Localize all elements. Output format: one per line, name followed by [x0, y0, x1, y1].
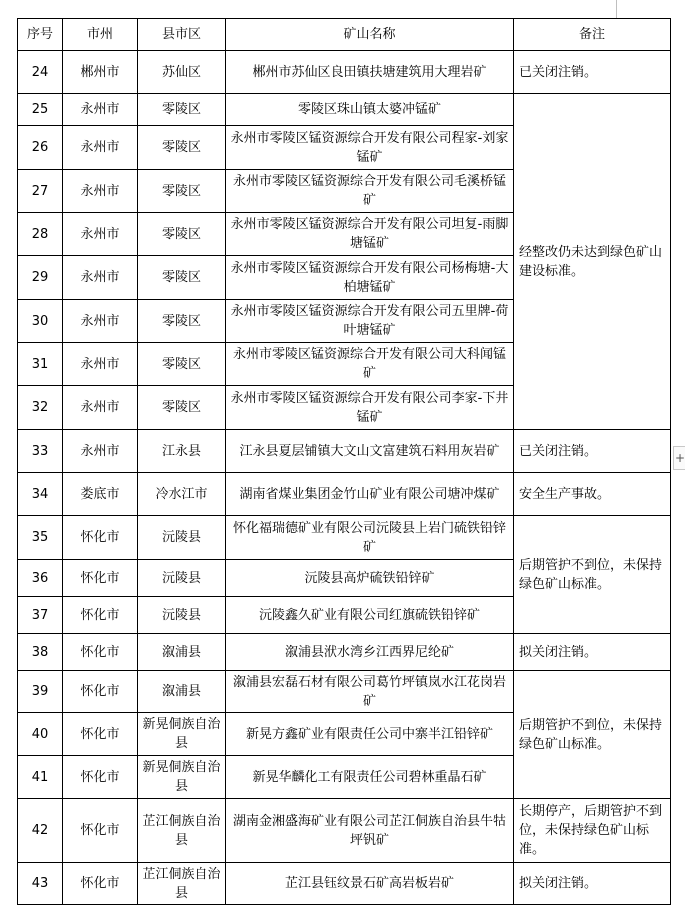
table-row [18, 94, 671, 126]
cell-county: 江永县 [138, 430, 226, 473]
cell-city: 怀化市 [63, 516, 138, 560]
cell-city: 永州市 [63, 430, 138, 473]
table-row [18, 799, 671, 863]
cell-no: 38 [18, 634, 63, 671]
header-mine-name: 矿山名称 [226, 19, 514, 51]
cell-city: 郴州市 [63, 51, 138, 94]
cell-mine-name: 湖南省煤业集团金竹山矿业有限公司塘冲煤矿 [226, 473, 514, 516]
cell-no: 27 [18, 170, 63, 213]
table-header-row [18, 19, 671, 51]
cell-mine-name: 江永县夏层铺镇大文山文富建筑石料用灰岩矿 [226, 430, 514, 473]
cell-no: 43 [18, 863, 63, 905]
cell-no: 42 [18, 799, 63, 863]
cell-mine-name: 永州市零陵区锰资源综合开发有限公司李家-下井锰矿 [226, 386, 514, 430]
cell-note: 已关闭注销。 [514, 51, 671, 94]
cell-county: 零陵区 [138, 126, 226, 170]
cell-county: 芷江侗族自治县 [138, 863, 226, 905]
cell-mine-name: 溆浦县洑水湾乡江西界尼纶矿 [226, 634, 514, 671]
table-row [18, 634, 671, 671]
page-top-margin [0, 0, 685, 18]
cell-city: 怀化市 [63, 671, 138, 713]
cell-county: 零陵区 [138, 94, 226, 126]
cell-no: 37 [18, 597, 63, 634]
cell-county: 新晃侗族自治县 [138, 713, 226, 756]
table-row [18, 671, 671, 713]
cell-no: 40 [18, 713, 63, 756]
cell-city: 怀化市 [63, 713, 138, 756]
cell-no: 33 [18, 430, 63, 473]
cell-mine-name: 芷江县钰纹景石矿高岩板岩矿 [226, 863, 514, 905]
cell-county: 零陵区 [138, 213, 226, 256]
table-row [18, 430, 671, 473]
cell-county: 零陵区 [138, 386, 226, 430]
cell-county: 零陵区 [138, 256, 226, 300]
cell-city: 永州市 [63, 126, 138, 170]
cell-note: 经整改仍未达到绿色矿山建设标准。 [514, 94, 671, 430]
cell-mine-name: 湖南金湘盛海矿业有限公司芷江侗族自治县牛牯坪钒矿 [226, 799, 514, 863]
cell-mine-name: 永州市零陵区锰资源综合开发有限公司杨梅塘-大柏塘锰矿 [226, 256, 514, 300]
header-note: 备注 [514, 19, 671, 51]
cell-no: 29 [18, 256, 63, 300]
cell-no: 24 [18, 51, 63, 94]
cell-city: 怀化市 [63, 560, 138, 597]
cell-county: 溆浦县 [138, 671, 226, 713]
cell-city: 怀化市 [63, 597, 138, 634]
cell-county: 冷水江市 [138, 473, 226, 516]
cell-county: 新晃侗族自治县 [138, 756, 226, 799]
expand-plus-button[interactable]: + [673, 446, 685, 470]
cell-city: 永州市 [63, 386, 138, 430]
cell-county: 零陵区 [138, 300, 226, 343]
cell-no: 35 [18, 516, 63, 560]
cell-city: 娄底市 [63, 473, 138, 516]
cell-city: 怀化市 [63, 634, 138, 671]
cell-city: 永州市 [63, 94, 138, 126]
cell-city: 永州市 [63, 343, 138, 386]
cell-county: 零陵区 [138, 343, 226, 386]
cell-no: 34 [18, 473, 63, 516]
cell-city: 永州市 [63, 256, 138, 300]
cell-mine-name: 溆浦县宏磊石材有限公司葛竹坪镇岚水江花岗岩矿 [226, 671, 514, 713]
cell-no: 30 [18, 300, 63, 343]
cell-mine-name: 新晃华麟化工有限责任公司碧林重晶石矿 [226, 756, 514, 799]
cell-no: 32 [18, 386, 63, 430]
cell-county: 沅陵县 [138, 560, 226, 597]
cell-mine-name: 零陵区珠山镇太婆冲锰矿 [226, 94, 514, 126]
margin-guide-line [616, 0, 617, 18]
cell-mine-name: 沅陵鑫久矿业有限公司红旗硫铁铅锌矿 [226, 597, 514, 634]
cell-city: 怀化市 [63, 799, 138, 863]
cell-county: 沅陵县 [138, 597, 226, 634]
cell-mine-name: 永州市零陵区锰资源综合开发有限公司五里牌-荷叶塘锰矿 [226, 300, 514, 343]
mine-list-table [17, 18, 671, 905]
cell-no: 39 [18, 671, 63, 713]
cell-no: 28 [18, 213, 63, 256]
table-row [18, 863, 671, 905]
cell-note: 后期管护不到位，未保持绿色矿山标准。 [514, 671, 671, 799]
table-row [18, 51, 671, 94]
cell-mine-name: 永州市零陵区锰资源综合开发有限公司程家-刘家锰矿 [226, 126, 514, 170]
table-row [18, 516, 671, 560]
cell-note: 后期管护不到位，未保持绿色矿山标准。 [514, 516, 671, 634]
cell-note: 已关闭注销。 [514, 430, 671, 473]
cell-city: 永州市 [63, 213, 138, 256]
cell-no: 31 [18, 343, 63, 386]
cell-mine-name: 永州市零陵区锰资源综合开发有限公司毛溪桥锰矿 [226, 170, 514, 213]
table-row [18, 473, 671, 516]
header-city: 市州 [63, 19, 138, 51]
cell-no: 26 [18, 126, 63, 170]
cell-mine-name: 永州市零陵区锰资源综合开发有限公司大科闻锰矿 [226, 343, 514, 386]
header-no: 序号 [18, 19, 63, 51]
cell-note: 安全生产事故。 [514, 473, 671, 516]
cell-no: 36 [18, 560, 63, 597]
header-county: 县市区 [138, 19, 226, 51]
cell-no: 41 [18, 756, 63, 799]
cell-mine-name: 怀化福瑞德矿业有限公司沅陵县上岩门硫铁铅锌矿 [226, 516, 514, 560]
cell-note: 拟关闭注销。 [514, 863, 671, 905]
cell-note: 拟关闭注销。 [514, 634, 671, 671]
cell-city: 永州市 [63, 170, 138, 213]
cell-city: 永州市 [63, 300, 138, 343]
cell-county: 溆浦县 [138, 634, 226, 671]
cell-city: 怀化市 [63, 863, 138, 905]
cell-note: 长期停产，后期管护不到位，未保持绿色矿山标准。 [514, 799, 671, 863]
cell-city: 怀化市 [63, 756, 138, 799]
cell-county: 芷江侗族自治县 [138, 799, 226, 863]
cell-mine-name: 郴州市苏仙区良田镇扶塘建筑用大理岩矿 [226, 51, 514, 94]
cell-mine-name: 永州市零陵区锰资源综合开发有限公司坦复-雨脚塘锰矿 [226, 213, 514, 256]
cell-mine-name: 沅陵县高炉硫铁铅锌矿 [226, 560, 514, 597]
cell-mine-name: 新晃方鑫矿业有限责任公司中寨半江铅锌矿 [226, 713, 514, 756]
cell-county: 零陵区 [138, 170, 226, 213]
cell-county: 沅陵县 [138, 516, 226, 560]
cell-no: 25 [18, 94, 63, 126]
cell-county: 苏仙区 [138, 51, 226, 94]
